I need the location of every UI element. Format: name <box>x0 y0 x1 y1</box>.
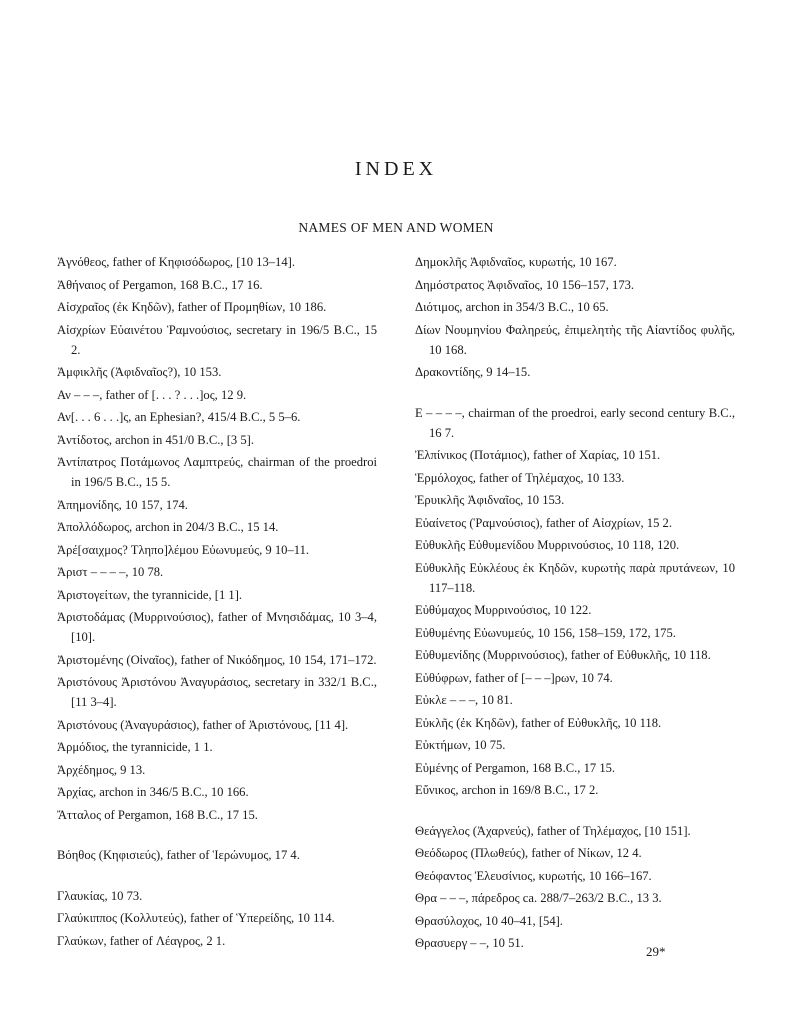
index-entry: Ἀντίδοτος, archon in 451/0 B.C., [3 5]. <box>57 432 254 447</box>
index-entry: Ἀρέ[σαιχμος? Τληπο]λέμου Εὐωνυμεύς, 9 10–11. <box>57 542 310 557</box>
index-entry: Θεόφαντος Ἐλευσίνιος, κυρωτής, 10 166–167. <box>415 868 652 883</box>
index-entry: Ἀρχίας, archon in 346/5 B.C., 10 166. <box>57 785 249 799</box>
index-entry: Αἰσχρίων Εὐαινέτου Ῥαμνούσιος, secretary in 196/5 B.C., 15 2. <box>57 322 377 357</box>
index-entry: Εὐθύφρων, father of [– – –]ρων, 10 74. <box>415 670 613 685</box>
index-entry: Εὐκλῆς (ἐκ Κηδῶν), father of Εὐθυκλῆς, 10 118. <box>415 715 662 730</box>
index-entry: Ἀρχέδημος, 9 13. <box>57 762 146 777</box>
index-entry: Εὐαίνετος (Ῥαμνούσιος), father of Αἰσχρίων, 15 2. <box>415 515 672 530</box>
index-entry: Ἀπολλόδωρος, archon in 204/3 B.C., 15 14. <box>57 520 279 534</box>
index-entry: Θεάγγελος (Ἀχαρνεύς), father of Τηλέμαχος, [10 151]. <box>415 823 691 838</box>
index-entry: Θρασύλοχος, 10 40–41, [54]. <box>415 913 563 928</box>
index-entry: Διότιμος, archon in 354/3 B.C., 10 65. <box>415 300 609 314</box>
index-entry: Εὐκλε – – –, 10 81. <box>415 693 513 707</box>
index-entry: Αν[. . . 6 . . .]ς, an Ephesian?, 415/4 B.C., 5 5–6. <box>57 410 301 424</box>
index-entry: Ἀριστόνους (Ἀναγυράσιος), father of Ἀριστόνους, [11 4]. <box>57 717 349 732</box>
section-title: NAMES OF MEN AND WOMEN <box>298 220 494 235</box>
index-entry: Αν – – –, father of [. . . ? . . .]ος, 12 9. <box>57 387 247 402</box>
index-entry: Θεόδωρος (Πλωθεύς), father of Νίκων, 12 4. <box>415 846 642 860</box>
index-entry: Εὐθυκλῆς Εὐκλέους ἐκ Κηδῶν, κυρωτὴς παρὰ πρυτάνεων, 10 117–118. <box>415 560 735 595</box>
index-entry: Ἐρυικλῆς Ἀφιδναῖος, 10 153. <box>415 493 565 507</box>
index-entry: Ἀμφικλῆς (Ἀφιδναῖος?), 10 153. <box>57 365 222 379</box>
section-gap <box>415 803 735 821</box>
index-entry: Εὔνικος, archon in 169/8 B.C., 17 2. <box>415 783 599 797</box>
page-number: 29* <box>646 944 666 959</box>
index-entry: Ἀριστ – – – –, 10 78. <box>57 565 164 579</box>
index-entry: Ἀριστόνους Ἀριστόνου Ἀναγυράσιος, secretary in 332/1 B.C., [11 3–4]. <box>57 675 377 709</box>
index-column-right <box>415 252 735 956</box>
index-entry: Αἰσχραῖος (ἐκ Κηδῶν), father of Προμηθίων, 10 186. <box>57 300 327 314</box>
index-entry: Γλαύκων, father of Λέαγρος, 2 1. <box>57 933 226 948</box>
page-title: INDEX <box>354 158 438 180</box>
index-entry: Εὐθυμένης Εὐωνυμεύς, 10 156, 158–159, 172, 175. <box>415 625 676 640</box>
index-entry: Ἐλπίνικος (Ποτάμιος), father of Χαρίας, 10 151. <box>415 448 661 462</box>
index-entry: Ἁγνόθεος, father of Κηφισόδωρος, [10 13–14]. <box>57 255 295 269</box>
section-gap <box>57 868 377 886</box>
index-entry: Εὐμένης of Pergamon, 168 B.C., 17 15. <box>415 760 616 775</box>
index-entry: Ἄτταλος of Pergamon, 168 B.C., 17 15. <box>57 807 258 822</box>
index-entry: Ἀπημονίδης, 10 157, 174. <box>57 497 188 512</box>
index-entry: Δίων Νουμηνίου Φαληρεύς, ἐπιμελητὴς τῆς Αἰαντίδος φυλῆς, 10 168. <box>415 322 735 357</box>
index-entry: Ἀριστομένης (Οἰναῖος), father of Νικόδημος, 10 154, 171–172. <box>57 652 377 667</box>
index-entry: Βόηθος (Κηφισιεύς), father of Ἱερώνυμος, 17 4. <box>57 848 300 862</box>
index-entry: Θρασυεργ – –, 10 51. <box>415 936 524 950</box>
index-entry: Ἀριστοδάμας (Μυρρινούσιος), father of Μνησιδάμας, 10 3–4, [10]. <box>57 610 377 644</box>
index-entry: Ἀθήναιος of Pergamon, 168 B.C., 17 16. <box>57 277 263 292</box>
section-gap <box>57 827 377 845</box>
index-entry: Δημόστρατος Ἀφιδναῖος, 10 156–157, 173. <box>415 277 635 292</box>
index-entry: Εὐθυμενίδης (Μυρρινούσιος), father of Εὐθυκλῆς, 10 118. <box>415 648 711 662</box>
index-entry: Εὐθύμαχος Μυρρινούσιος, 10 122. <box>415 603 592 617</box>
index-entry: Ἁρμόδιος, the tyrannicide, 1 1. <box>57 740 213 754</box>
index-entry: Εὐθυκλῆς Εὐθυμενίδου Μυρρινούσιος, 10 118, 120. <box>415 538 680 552</box>
index-entry: Δημοκλῆς Ἀφιδναῖος, κυρωτής, 10 167. <box>415 255 617 269</box>
index-entry: Ε – – – –, chairman of the proedroi, early second century B.C., 16 7. <box>415 405 735 440</box>
index-column-left <box>57 252 377 953</box>
index-entry: Γλαύκιππος (Κολλυτεύς), father of Ὑπερείδης, 10 114. <box>57 911 335 925</box>
section-gap <box>415 385 735 403</box>
index-entry: Ἀριστογείτων, the tyrannicide, [1 1]. <box>57 587 243 602</box>
index-entry: Ἀντίπατρος Ποτάμωνος Λαμπτρεύς, chairman of the proedroi in 196/5 B.C., 15 5. <box>57 455 377 489</box>
index-entry: Θρα – – –, πάρεδρος ca. 288/7–263/2 B.C., 13 3. <box>415 891 662 905</box>
index-entry: Ἑρμόλοχος, father of Τηλέμαχος, 10 133. <box>415 470 625 485</box>
index-entry: Δρακοντίδης, 9 14–15. <box>415 365 531 379</box>
index-entry: Εὐκτήμων, 10 75. <box>415 738 506 752</box>
index-entry: Γλαυκίας, 10 73. <box>57 888 143 903</box>
